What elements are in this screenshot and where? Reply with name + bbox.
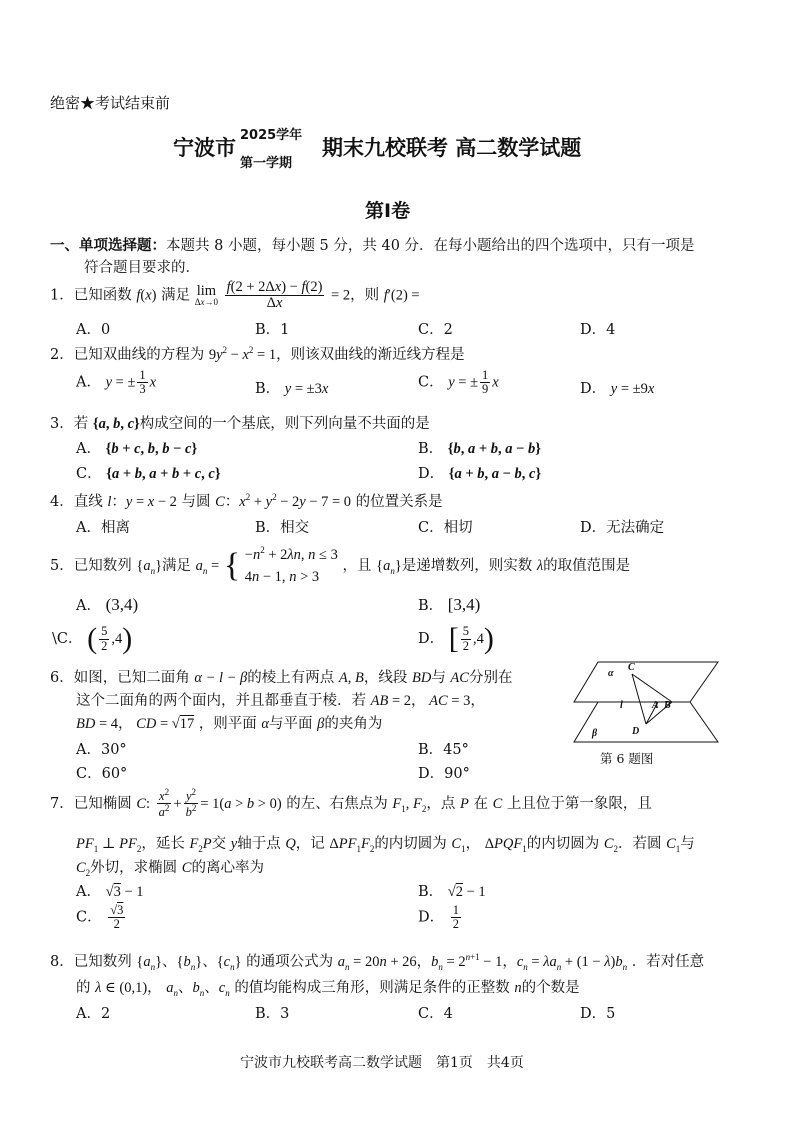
q2-option-c[interactable]: C． y = ± $\frac{1}{9}$ x — [418, 368, 499, 397]
q5-option-d[interactable]: D． [ $\frac{5}{2}$ ,4) — [418, 622, 494, 655]
exam-title — [173, 132, 236, 162]
q8-text-4: 的 — [76, 980, 91, 996]
q6-number: 6． — [50, 670, 74, 686]
q8-text-6: 的值均能构成三角形，则满足条件的正整数 — [234, 980, 510, 996]
q8-option-d[interactable]: D．5 — [580, 1006, 616, 1022]
q6-figure-caption: 第 6 题图 — [600, 751, 654, 766]
q1-text: 已知函数 — [73, 287, 132, 304]
q4-number: 4． — [50, 494, 74, 510]
q3-option-b-label: B． — [418, 441, 444, 457]
fig-label-b: B — [664, 700, 671, 711]
q6-text-1e: 分别在 — [468, 670, 513, 686]
question-5: 5．已知数列 $\{a_n\}$满足 $a_n$ = { $-n^2 + 2\lambda n$, n ≤ 3 4n − 1, n > 3 ，且 $\{a_n\}$是递增数列，则实数 λ的取值范围是 — [50, 545, 631, 585]
q8-text-5: ， — [147, 980, 162, 996]
question-6-line-1: 6．如图，已知二面角 α − l − β的棱上有两点 A, B，线段 BD与 AC分别在 — [50, 670, 513, 686]
fig-label-d: D — [632, 726, 640, 737]
q1-number: 1． — [50, 287, 74, 304]
q5-option-b[interactable]: B． [3,4) — [418, 595, 481, 614]
q5-option-c[interactable]: \C． ( $\frac{5}{2}$ ,4) — [52, 622, 133, 655]
q6-text-3c: 的夹角为 — [324, 716, 383, 732]
section-label: 一、单项选择题： — [50, 237, 166, 254]
q7-text-2a: ，延长 — [141, 836, 185, 852]
question-4: 4．直线 l：y = x − 2 与圆 C：$x^2 + y^2 - 2y - 7 = 0$ 的位置关系是 — [50, 492, 443, 510]
limit-expr: lim Δx→0 — [194, 282, 219, 308]
q2-option-d-label: D． — [580, 381, 607, 397]
q5-option-c-label: \C． — [52, 631, 83, 647]
q4-option-a[interactable]: A．相离 — [76, 520, 130, 536]
q4-option-b[interactable]: B．相交 — [255, 520, 310, 536]
q7-text-1c: 在 — [473, 795, 488, 812]
q3-text-2: 构成空间的一个基底，则下列向量不共面的是 — [139, 416, 430, 432]
q2-option-b[interactable]: B． y = ±3x — [255, 381, 329, 397]
q4-text-2: 与圆 — [181, 494, 211, 510]
q5-text-3: ，且 — [342, 558, 372, 575]
q6-option-b[interactable]: B．45° — [418, 742, 469, 758]
question-1: 1．已知函数 f(x) 满足 lim Δx→0 $\frac{f(2 + 2\Delta x) - f(2)}{\Delta x}$ = 2，则 f′(2) = — [50, 279, 420, 312]
q3-option-d-label: D． — [418, 466, 445, 482]
q5-option-a[interactable]: A． (3,4) — [76, 595, 139, 614]
q4-text-3: 的位置关系是 — [355, 494, 443, 510]
question-2: 2．已知双曲线的方程为 $9y^2 - x^2 = 1$，则该双曲线的渐近线方程是 — [50, 345, 465, 363]
q5-option-a-label: A． — [76, 598, 101, 614]
q6-text-1d: 与 — [431, 670, 446, 686]
volume-title: 第Ⅰ卷 — [365, 200, 411, 222]
q6-option-c[interactable]: C．60° — [76, 766, 128, 782]
q6-figure — [568, 656, 728, 748]
q2-number: 2． — [50, 347, 74, 363]
q5-text: 已知数列 — [73, 558, 132, 575]
q7-text-2f: ， — [465, 836, 481, 852]
q7-text-3b: 的离心率为 — [191, 860, 264, 876]
q8-text-2: 的通项公式为 — [246, 954, 334, 970]
q5-number: 5． — [50, 558, 74, 575]
q4-option-c[interactable]: C．相切 — [418, 520, 473, 536]
question-7-line-3: $C_2$外切，求椭圆 C的离心率为 — [76, 860, 264, 878]
q6-text-2: 这个二面角的两个面内，并且都垂直于棱．若 — [76, 693, 366, 709]
q8-number: 8． — [50, 954, 74, 970]
q8-text-3: ．若对任意 — [631, 954, 705, 970]
fig-label-c: C — [628, 662, 635, 673]
q5-option-b-label: B． — [418, 598, 444, 614]
q4-text: 直线 — [73, 494, 103, 510]
q1-text-3: ，则 — [350, 287, 380, 304]
q7-text-2i: 与 — [680, 836, 695, 852]
q1-option-a[interactable]: A．0 — [76, 322, 111, 338]
q7-option-d-label: D． — [418, 909, 445, 926]
q2-text-2: ，则该双曲线的渐近线方程是 — [276, 347, 465, 363]
question-3: 3．若 {a, b, c}构成空间的一个基底，则下列向量不共面的是 — [50, 416, 430, 432]
q4-option-d[interactable]: D．无法确定 — [580, 520, 665, 536]
q7-option-c-label: C． — [76, 909, 102, 926]
q8-option-a[interactable]: A．2 — [76, 1006, 111, 1022]
q3-option-c[interactable]: C． {a + b, a + b + c, c} — [76, 466, 221, 482]
fig-label-l: l — [620, 700, 623, 711]
question-8-line-1: 8．已知数列 $\{a_n\}$、$\{b_n\}$、$\{c_n\}$ 的通项公式为 $a_n = 20n + 26$，$b_n = 2^{n+1} - 1$，$c_n = \lambda a_n + (1 - \lambda)b_n$ ．若对任意 — [50, 952, 705, 972]
q3-option-c-label: C． — [76, 466, 102, 482]
q5-text-2: 满足 — [162, 558, 192, 575]
section-header — [50, 234, 695, 255]
q6-text-1b: 的棱上有两点 — [247, 670, 335, 686]
question-6-line-2: 这个二面角的两个面内，并且都垂直于棱．若 AB = 2， AC = 3， — [76, 693, 485, 709]
q3-text: 若 — [73, 416, 89, 432]
q2-option-a[interactable]: A． y = ± $\frac{1}{3}$ x — [76, 368, 157, 397]
q1-text-2: 满足 — [161, 287, 191, 304]
q7-text-2d: ，记 — [295, 836, 325, 852]
q7-option-a-label: A． — [76, 884, 101, 900]
title-year: 2025学年 — [240, 128, 303, 143]
q2-text: 已知双曲线的方程为 — [73, 347, 205, 363]
question-8-line-2: 的 λ ∈ (0,1)， $a_n$、$b_n$、$c_n$ 的值均能构成三角形，则满足条件的正整数 n的个数是 — [76, 980, 580, 998]
q7-option-b[interactable]: B． √2 − 1 — [418, 884, 486, 900]
q6-text-3: ，则平面 — [198, 716, 257, 732]
q7-text-1: 的左、右焦点为 — [286, 795, 388, 812]
title-city: 宁波市 — [173, 136, 236, 160]
question-6-line-3: BD = 4， CD = √17 ，则平面 α与平面 β的夹角为 — [76, 716, 383, 732]
title-semester: 第一学期 — [240, 156, 293, 171]
fig-label-a: A — [652, 700, 659, 711]
q3-number: 3． — [50, 416, 74, 432]
q8-text: 已知数列 — [73, 954, 132, 970]
q2-option-a-label: A． — [76, 374, 101, 391]
q3-option-d[interactable]: D． {a + b, a − b, c} — [418, 466, 542, 482]
section-desc-2: 符合题目要求的． — [84, 260, 200, 276]
q6-option-d[interactable]: D．90° — [418, 766, 470, 782]
question-7-line-1: 7．已知椭圆 C: $\frac{x^2}{a^2}$ + $\frac{y^2}{b^2}$ = 1(a > b > 0) 的左、右焦点为 $F_1$, $F_2$，点 P 在 C 上且位于第一象限，且 — [50, 787, 652, 820]
fig-label-beta: β — [592, 728, 598, 739]
q2-option-c-label: C． — [418, 374, 444, 391]
q2-option-b-label: B． — [255, 381, 281, 397]
q8-text-7: 的个数是 — [521, 980, 580, 996]
q7-option-b-label: B． — [418, 884, 444, 900]
q8-option-c[interactable]: C．4 — [418, 1006, 453, 1022]
q7-option-a[interactable]: A． √3 − 1 — [76, 884, 144, 900]
page-footer: 宁波市九校联考高二数学试题 第1页 共4页 — [240, 1055, 524, 1071]
q8-option-b[interactable]: B．3 — [255, 1006, 290, 1022]
q7-text-2b: 交 — [211, 836, 227, 852]
q6-text-3b: 与平面 — [269, 716, 313, 732]
q5-text-4: 是递增数列，则实数 — [401, 558, 533, 575]
q3-option-a-label: A． — [76, 441, 101, 457]
q2-option-d[interactable]: D． y = ±9x — [580, 381, 655, 397]
q7-number: 7． — [50, 795, 74, 812]
q7-text-2g: 的内切圆为 — [526, 836, 600, 852]
fig-label-alpha: α — [608, 668, 614, 679]
q5-text-5: 的取值范围是 — [543, 558, 631, 575]
q6-option-a[interactable]: A．30° — [76, 742, 127, 758]
q7-text-2c: 轴于点 — [237, 836, 281, 852]
q7-text-1b: ，点 — [426, 795, 456, 812]
q1-option-b[interactable]: B．1 — [255, 322, 290, 338]
question-7-line-2: $PF_1$ ⊥ $PF_2$，延长 $F_2P$交 y轴于点 Q，记 $\Delta PF_1F_2$的内切圆为 $C_1$， $\Delta PQF_1$的内切圆为 $C_2$．若圆 $C_1$与 — [76, 836, 695, 854]
q7-text-2e: 的内切圆为 — [374, 836, 447, 852]
q7-text: 已知椭圆 — [73, 795, 132, 812]
q3-option-a[interactable]: A． {b + c, b, b − c} — [76, 441, 198, 457]
title-rest: 期末九校联考 高二数学试题 — [322, 136, 582, 160]
q1-fraction: $\frac{f(2 + 2\Delta x) - f(2)}{\Delta x}$ — [226, 279, 323, 312]
q6-text-1c: ，线段 — [363, 670, 408, 686]
q7-option-d[interactable]: D． $\frac{1}{2}$ — [418, 903, 459, 932]
q7-option-c[interactable]: C． $\frac{√3}{2}$ — [76, 903, 124, 932]
q5-option-d-label: D． — [418, 631, 445, 647]
q7-text-3a: 外切，求椭圆 — [90, 860, 178, 876]
q1-option-d[interactable]: D．4 — [580, 322, 616, 338]
q3-option-b[interactable]: B． {b, a + b, a − b} — [418, 441, 541, 457]
q7-text-2h: ．若圆 — [618, 836, 662, 852]
q6-text-1a: 如图，已知二面角 — [73, 670, 190, 686]
q1-option-c[interactable]: C．2 — [418, 322, 453, 338]
q7-text-1d: 上且位于第一象限，且 — [506, 795, 652, 812]
section-desc-1: 本题共 8 小题，每小题 5 分，共 40 分．在每小题给出的四个选项中，只有一项是 — [166, 238, 695, 254]
secret-label: 绝密★考试结束前 — [50, 94, 171, 112]
